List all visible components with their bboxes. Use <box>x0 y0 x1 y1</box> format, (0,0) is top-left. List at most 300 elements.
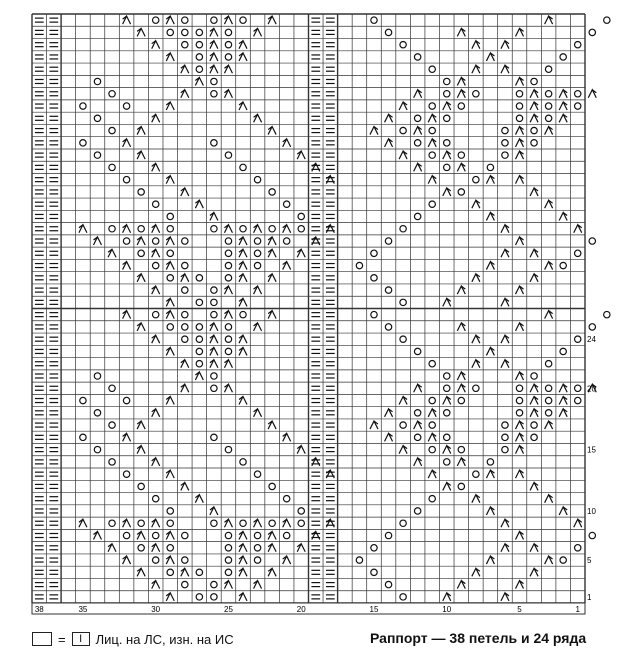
yarn-over-symbol <box>182 532 188 538</box>
decrease-symbol <box>428 114 436 122</box>
legend-eq: = <box>58 631 66 647</box>
decrease-symbol <box>254 519 262 527</box>
decrease-symbol <box>181 65 189 73</box>
yarn-over-symbol <box>429 495 435 501</box>
legend-text: Лиц. на ЛС, изн. на ИС <box>95 631 234 647</box>
yarn-over-symbol <box>531 434 537 440</box>
decrease-symbol <box>166 311 174 319</box>
decrease-symbol <box>297 544 305 552</box>
decrease-symbol <box>428 470 436 478</box>
decrease-symbol <box>516 581 524 589</box>
yarn-over-symbol <box>225 262 231 268</box>
decrease-symbol <box>399 102 407 110</box>
decrease-symbol <box>545 262 553 270</box>
yarn-over-symbol <box>211 299 217 305</box>
decrease-symbol <box>443 446 451 454</box>
decrease-symbol <box>137 421 145 429</box>
yarn-over-symbol <box>589 238 595 244</box>
yarn-over-symbol <box>196 361 202 367</box>
decrease-symbol <box>326 176 334 184</box>
yarn-over-symbol <box>123 397 129 403</box>
yarn-over-symbol <box>182 17 188 23</box>
yarn-over-symbol <box>182 29 188 35</box>
decrease-symbol <box>181 568 189 576</box>
decrease-symbol <box>414 458 422 466</box>
yarn-over-symbol <box>473 471 479 477</box>
decrease-symbol <box>137 323 145 331</box>
decrease-symbol <box>399 446 407 454</box>
yarn-over-symbol <box>458 103 464 109</box>
yarn-over-symbol <box>575 545 581 551</box>
decrease-symbol <box>486 53 494 61</box>
yarn-over-symbol <box>385 29 391 35</box>
decrease-symbol <box>501 298 509 306</box>
decrease-symbol <box>137 237 145 245</box>
decrease-symbol <box>545 200 553 208</box>
yarn-over-symbol <box>283 238 289 244</box>
yarn-over-symbol <box>225 324 231 330</box>
decrease-symbol <box>530 249 538 257</box>
yarn-over-symbol <box>94 152 100 158</box>
decrease-symbol <box>166 237 174 245</box>
yarn-over-symbol <box>225 336 231 342</box>
decrease-symbol <box>516 139 524 147</box>
decrease-symbol <box>195 77 203 85</box>
yarn-over-symbol <box>196 569 202 575</box>
yarn-over-symbol <box>225 557 231 563</box>
decrease-symbol <box>254 28 262 36</box>
yarn-over-symbol <box>371 250 377 256</box>
decrease-symbol <box>268 568 276 576</box>
yarn-over-symbol <box>429 446 435 452</box>
yarn-over-symbol <box>254 176 260 182</box>
yarn-over-symbol <box>444 385 450 391</box>
decrease-symbol <box>457 581 465 589</box>
yarn-over-symbol <box>123 103 129 109</box>
yarn-over-symbol <box>604 17 610 23</box>
yarn-over-symbol <box>182 557 188 563</box>
decrease-symbol <box>516 470 524 478</box>
decrease-symbol <box>224 360 232 368</box>
decrease-symbol <box>516 77 524 85</box>
decrease-symbol <box>195 495 203 503</box>
decrease-symbol <box>268 16 276 24</box>
yarn-over-symbol <box>196 336 202 342</box>
yarn-over-symbol <box>429 422 435 428</box>
decrease-symbol <box>385 139 393 147</box>
decrease-symbol <box>123 139 131 147</box>
row-label: 24 <box>587 335 596 345</box>
decrease-symbol <box>224 384 232 392</box>
decrease-symbol <box>486 507 494 515</box>
yarn-over-symbol <box>575 91 581 97</box>
decrease-symbol <box>472 274 480 282</box>
decrease-symbol <box>516 151 524 159</box>
decrease-symbol <box>239 102 247 110</box>
decrease-symbol <box>283 556 291 564</box>
decrease-symbol <box>152 458 160 466</box>
yarn-over-symbol <box>400 127 406 133</box>
yarn-over-symbol <box>138 483 144 489</box>
decrease-symbol <box>166 397 174 405</box>
yarn-over-symbol <box>444 91 450 97</box>
decrease-symbol <box>268 311 276 319</box>
decrease-symbol <box>152 519 160 527</box>
decrease-symbol <box>443 593 451 601</box>
yarn-over-symbol <box>560 262 566 268</box>
decrease-symbol <box>501 544 509 552</box>
yarn-over-symbol <box>196 275 202 281</box>
col-label: 30 <box>151 605 161 614</box>
decrease-symbol <box>399 397 407 405</box>
decrease-symbol <box>501 41 509 49</box>
decrease-symbol <box>239 556 247 564</box>
yarn-over-symbol <box>575 336 581 342</box>
decrease-symbol <box>137 568 145 576</box>
yarn-over-symbol <box>211 385 217 391</box>
decrease-symbol <box>283 225 291 233</box>
col-label: 1 <box>575 605 580 614</box>
yarn-over-symbol <box>211 78 217 84</box>
decrease-symbol <box>166 593 174 601</box>
decrease-symbol <box>166 532 174 540</box>
decrease-symbol <box>93 532 101 540</box>
decrease-symbol <box>559 90 567 98</box>
yarn-over-symbol <box>225 446 231 452</box>
yarn-over-symbol <box>254 557 260 563</box>
yarn-over-symbol <box>385 287 391 293</box>
row-label: 10 <box>587 506 596 516</box>
decrease-symbol <box>516 532 524 540</box>
decrease-symbol <box>210 65 218 73</box>
decrease-symbol <box>166 16 174 24</box>
yarn-over-symbol <box>225 569 231 575</box>
decrease-symbol <box>254 409 262 417</box>
decrease-symbol <box>501 65 509 73</box>
decrease-symbol <box>224 286 232 294</box>
decrease-symbol <box>166 556 174 564</box>
decrease-symbol <box>297 249 305 257</box>
yarn-over-symbol <box>123 532 129 538</box>
decrease-symbol <box>254 581 262 589</box>
yarn-over-symbol <box>400 41 406 47</box>
decrease-symbol <box>210 28 218 36</box>
yarn-over-symbol <box>94 115 100 121</box>
decrease-symbol <box>443 482 451 490</box>
yarn-over-symbol <box>414 54 420 60</box>
decrease-symbol <box>166 470 174 478</box>
yarn-over-symbol <box>356 557 362 563</box>
decrease-symbol <box>210 335 218 343</box>
yarn-over-symbol <box>225 275 231 281</box>
yarn-over-symbol <box>385 238 391 244</box>
decrease-symbol <box>559 397 567 405</box>
yarn-over-symbol <box>225 250 231 256</box>
decrease-symbol <box>501 519 509 527</box>
yarn-over-symbol <box>269 189 275 195</box>
decrease-symbol <box>239 249 247 257</box>
yarn-over-symbol <box>167 569 173 575</box>
decrease-symbol <box>268 532 276 540</box>
yarn-over-symbol <box>429 66 435 72</box>
decrease-symbol <box>443 102 451 110</box>
yarn-over-symbol <box>138 250 144 256</box>
yarn-over-symbol <box>458 152 464 158</box>
decrease-symbol <box>559 507 567 515</box>
yarn-over-symbol <box>109 164 115 170</box>
decrease-symbol <box>545 127 553 135</box>
yarn-over-symbol <box>298 213 304 219</box>
decrease-symbol <box>123 433 131 441</box>
decrease-symbol <box>370 127 378 135</box>
decrease-symbol <box>239 274 247 282</box>
yarn-over-symbol <box>298 226 304 232</box>
yarn-over-symbol <box>269 226 275 232</box>
decrease-symbol <box>239 593 247 601</box>
decrease-symbol <box>385 433 393 441</box>
decrease-symbol <box>486 176 494 184</box>
decrease-symbol <box>166 176 174 184</box>
legend-empty-cell <box>32 632 52 646</box>
yarn-over-symbol <box>444 410 450 416</box>
decrease-symbol <box>457 458 465 466</box>
yarn-over-symbol <box>225 29 231 35</box>
yarn-over-symbol <box>211 581 217 587</box>
yarn-over-symbol <box>196 66 202 72</box>
decrease-symbol <box>326 519 334 527</box>
decrease-symbol <box>108 544 116 552</box>
decrease-symbol <box>457 323 465 331</box>
decrease-symbol <box>559 409 567 417</box>
decrease-symbol <box>516 433 524 441</box>
decrease-symbol <box>516 372 524 380</box>
yarn-over-symbol <box>109 91 115 97</box>
rapport-text: Раппорт — 38 петель и 24 ряда <box>370 630 587 646</box>
decrease-symbol <box>559 114 567 122</box>
yarn-over-symbol <box>138 226 144 232</box>
yarn-over-symbol <box>502 446 508 452</box>
decrease-symbol <box>239 335 247 343</box>
yarn-over-symbol <box>560 54 566 60</box>
decrease-symbol <box>501 225 509 233</box>
row-label: 1 <box>587 592 592 602</box>
yarn-over-symbol <box>109 422 115 428</box>
decrease-symbol <box>457 372 465 380</box>
decrease-symbol <box>312 163 320 171</box>
col-label: 35 <box>78 605 88 614</box>
yarn-over-symbol <box>516 385 522 391</box>
yarn-over-symbol <box>94 446 100 452</box>
yarn-over-symbol <box>152 17 158 23</box>
col-label: 25 <box>224 605 233 614</box>
decrease-symbol <box>166 102 174 110</box>
decrease-symbol <box>486 470 494 478</box>
yarn-over-symbol <box>283 532 289 538</box>
decrease-symbol <box>399 151 407 159</box>
decrease-symbol <box>530 409 538 417</box>
yarn-over-symbol <box>516 115 522 121</box>
decrease-symbol <box>166 298 174 306</box>
yarn-over-symbol <box>385 532 391 538</box>
yarn-over-symbol <box>182 336 188 342</box>
yarn-over-symbol <box>196 324 202 330</box>
decrease-symbol <box>181 188 189 196</box>
yarn-over-symbol <box>429 361 435 367</box>
yarn-over-symbol <box>152 262 158 268</box>
decrease-symbol <box>516 446 524 454</box>
yarn-over-symbol <box>196 348 202 354</box>
decrease-symbol <box>428 139 436 147</box>
yarn-over-symbol <box>94 78 100 84</box>
yarn-over-symbol <box>225 54 231 60</box>
decrease-symbol <box>254 114 262 122</box>
yarn-over-symbol <box>138 520 144 526</box>
decrease-symbol <box>312 458 320 466</box>
col-label: 20 <box>296 605 306 614</box>
yarn-over-symbol <box>240 520 246 526</box>
yarn-over-symbol <box>80 140 86 146</box>
decrease-symbol <box>268 237 276 245</box>
decrease-symbol <box>239 237 247 245</box>
decrease-symbol <box>224 16 232 24</box>
yarn-over-symbol <box>444 373 450 379</box>
decrease-symbol <box>254 225 262 233</box>
yarn-over-symbol <box>283 201 289 207</box>
decrease-symbol <box>268 421 276 429</box>
yarn-over-symbol <box>211 140 217 146</box>
yarn-over-symbol <box>138 189 144 195</box>
decrease-symbol <box>224 581 232 589</box>
decrease-symbol <box>530 90 538 98</box>
decrease-symbol <box>137 28 145 36</box>
yarn-over-symbol <box>444 115 450 121</box>
yarn-over-symbol <box>225 238 231 244</box>
yarn-over-symbol <box>531 127 537 133</box>
decrease-symbol <box>123 225 131 233</box>
decrease-symbol <box>108 249 116 257</box>
yarn-over-symbol <box>502 140 508 146</box>
yarn-over-symbol <box>254 238 260 244</box>
yarn-over-symbol <box>414 140 420 146</box>
decrease-symbol <box>414 421 422 429</box>
decrease-symbol <box>326 225 334 233</box>
yarn-over-symbol <box>283 495 289 501</box>
decrease-symbol <box>312 237 320 245</box>
decrease-symbol <box>297 151 305 159</box>
decrease-symbol <box>472 200 480 208</box>
yarn-over-symbol <box>167 324 173 330</box>
decrease-symbol <box>472 495 480 503</box>
yarn-over-symbol <box>211 311 217 317</box>
yarn-over-symbol <box>269 483 275 489</box>
decrease-symbol <box>137 446 145 454</box>
yarn-over-symbol <box>473 176 479 182</box>
yarn-over-symbol <box>444 78 450 84</box>
yarn-over-symbol <box>545 385 551 391</box>
yarn-over-symbol <box>167 520 173 526</box>
decrease-symbol <box>210 323 218 331</box>
yarn-over-symbol <box>211 520 217 526</box>
decrease-symbol <box>224 65 232 73</box>
yarn-over-symbol <box>414 410 420 416</box>
yarn-over-symbol <box>182 581 188 587</box>
decrease-symbol <box>530 568 538 576</box>
decrease-symbol <box>414 384 422 392</box>
yarn-over-symbol <box>560 348 566 354</box>
yarn-over-symbol <box>152 495 158 501</box>
decrease-symbol <box>472 335 480 343</box>
decrease-symbol <box>559 212 567 220</box>
yarn-over-symbol <box>211 17 217 23</box>
yarn-over-symbol <box>487 459 493 465</box>
decrease-symbol <box>428 433 436 441</box>
decrease-symbol <box>224 519 232 527</box>
yarn-over-symbol <box>152 201 158 207</box>
decrease-symbol <box>530 274 538 282</box>
decrease-symbol <box>428 409 436 417</box>
decrease-symbol <box>123 556 131 564</box>
decrease-symbol <box>152 163 160 171</box>
decrease-symbol <box>457 90 465 98</box>
yarn-over-symbol <box>545 91 551 97</box>
yarn-over-symbol <box>458 397 464 403</box>
decrease-symbol <box>530 102 538 110</box>
decrease-symbol <box>166 347 174 355</box>
decrease-symbol <box>152 286 160 294</box>
yarn-over-symbol <box>531 140 537 146</box>
yarn-over-symbol <box>400 299 406 305</box>
yarn-over-symbol <box>400 422 406 428</box>
yarn-over-symbol <box>429 397 435 403</box>
decrease-symbol <box>326 470 334 478</box>
yarn-over-symbol <box>458 483 464 489</box>
yarn-over-symbol <box>269 520 275 526</box>
decrease-symbol <box>530 384 538 392</box>
decrease-symbol <box>210 53 218 61</box>
yarn-over-symbol <box>545 66 551 72</box>
decrease-symbol <box>486 262 494 270</box>
decrease-symbol <box>516 421 524 429</box>
decrease-symbol <box>559 384 567 392</box>
yarn-over-symbol <box>167 250 173 256</box>
decrease-symbol <box>486 556 494 564</box>
legend-mini-cell: I <box>72 632 90 646</box>
yarn-over-symbol <box>298 520 304 526</box>
decrease-symbol <box>297 446 305 454</box>
decrease-symbol <box>239 568 247 576</box>
yarn-over-symbol <box>385 581 391 587</box>
yarn-over-symbol <box>545 115 551 121</box>
decrease-symbol <box>152 225 160 233</box>
yarn-over-symbol <box>225 152 231 158</box>
decrease-symbol <box>501 249 509 257</box>
yarn-over-symbol <box>575 103 581 109</box>
yarn-over-symbol <box>575 385 581 391</box>
yarn-over-symbol <box>371 569 377 575</box>
yarn-over-symbol <box>240 164 246 170</box>
decrease-symbol <box>472 41 480 49</box>
yarn-over-symbol <box>123 471 129 477</box>
yarn-over-symbol <box>400 336 406 342</box>
decrease-symbol <box>516 323 524 331</box>
decrease-symbol <box>428 176 436 184</box>
row-label: 5 <box>587 556 592 566</box>
decrease-symbol <box>501 360 509 368</box>
decrease-symbol <box>530 397 538 405</box>
yarn-over-symbol <box>516 103 522 109</box>
decrease-symbol <box>457 384 465 392</box>
yarn-over-symbol <box>502 434 508 440</box>
